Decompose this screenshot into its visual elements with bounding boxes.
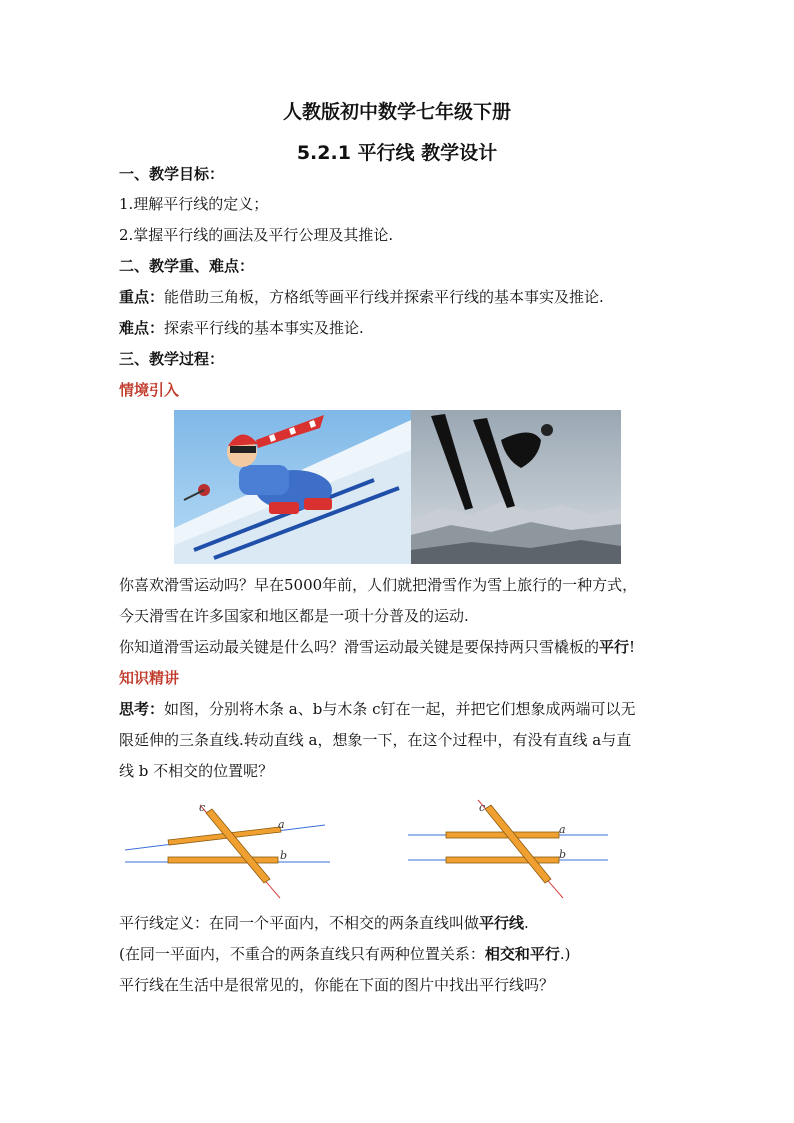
intro-label: 情境引入 (119, 381, 180, 399)
focus-text: 能借助三角板，方格纸等画平行线并探索平行线的基本事实及推论. (164, 288, 604, 306)
knowledge-label: 知识精讲 (119, 669, 180, 687)
document-title: 人教版初中数学七年级下册 (282, 101, 511, 123)
label-a-left: a (278, 818, 285, 831)
goal-item-2: 2.掌握平行线的画法及平行公理及其推论. (119, 226, 394, 244)
parallel-sticks-figure (403, 795, 618, 900)
label-a-right: a (559, 823, 566, 836)
intro-paragraph-line-2: 今天滑雪在许多国家和地区都是一项十分普及的运动. (119, 607, 469, 625)
relation-line (119, 944, 571, 964)
intersecting-sticks-figure (120, 795, 335, 900)
intro-question-text: 你知道滑雪运动最关键是什么吗？滑雪运动最关键是要保持两只雪橇板的 (119, 638, 600, 656)
label-b-left: b (280, 849, 288, 862)
difficulty-line (119, 318, 364, 338)
relation-text: (在同一平面内，不重合的两条直线只有两种位置关系： (119, 945, 485, 963)
key-points-heading: 二、教学重、难点： (119, 257, 255, 275)
think-line-2: 限延伸的三条直线.转动直线 a，想象一下，在这个过程中，有没有直线 a与直 (119, 731, 632, 749)
relation-term: 相交和平行 (484, 945, 560, 963)
closing-question: 平行线在生活中是很常见的，你能在下面的图片中找出平行线吗？ (119, 976, 555, 994)
difficulty-label: 难点： (119, 319, 165, 337)
skier-cartoon-image (174, 410, 411, 564)
label-b-right: b (559, 848, 567, 861)
intro-paragraph-2 (119, 637, 635, 657)
think-text-1: 如图，分别将木条 a、b与木条 c钉在一起，并把它们想象成两端可以无 (164, 700, 636, 718)
label-c-right: c (479, 801, 486, 814)
exclamation: ! (629, 638, 636, 656)
think-label: 思考： (119, 700, 165, 718)
ski-jump-photo (411, 410, 621, 564)
focus-label: 重点： (119, 288, 165, 306)
think-line-1 (119, 699, 636, 719)
relation-end: .) (559, 945, 571, 963)
document-subtitle: 5.2.1 平行线 教学设计 (296, 142, 498, 164)
parallel-emphasis: 平行 (599, 638, 630, 656)
goal-item-1: 1.理解平行线的定义； (119, 195, 269, 213)
think-line-3: 线 b 不相交的位置呢？ (119, 762, 274, 780)
intro-paragraph-line-1: 你喜欢滑雪运动吗？早在5000年前，人们就把滑雪作为雪上旅行的一种方式， (119, 576, 638, 594)
definition-line (119, 913, 529, 933)
definition-term: 平行线 (479, 914, 525, 932)
definition-text: 平行线定义：在同一个平面内，不相交的两条直线叫做 (119, 914, 480, 932)
process-heading: 三、教学过程： (119, 350, 225, 368)
focus-line (119, 287, 604, 307)
goals-heading: 一、教学目标： (119, 165, 225, 183)
definition-end: . (524, 914, 529, 932)
label-c-left: c (199, 801, 206, 814)
difficulty-text: 探索平行线的基本事实及推论. (164, 319, 364, 337)
